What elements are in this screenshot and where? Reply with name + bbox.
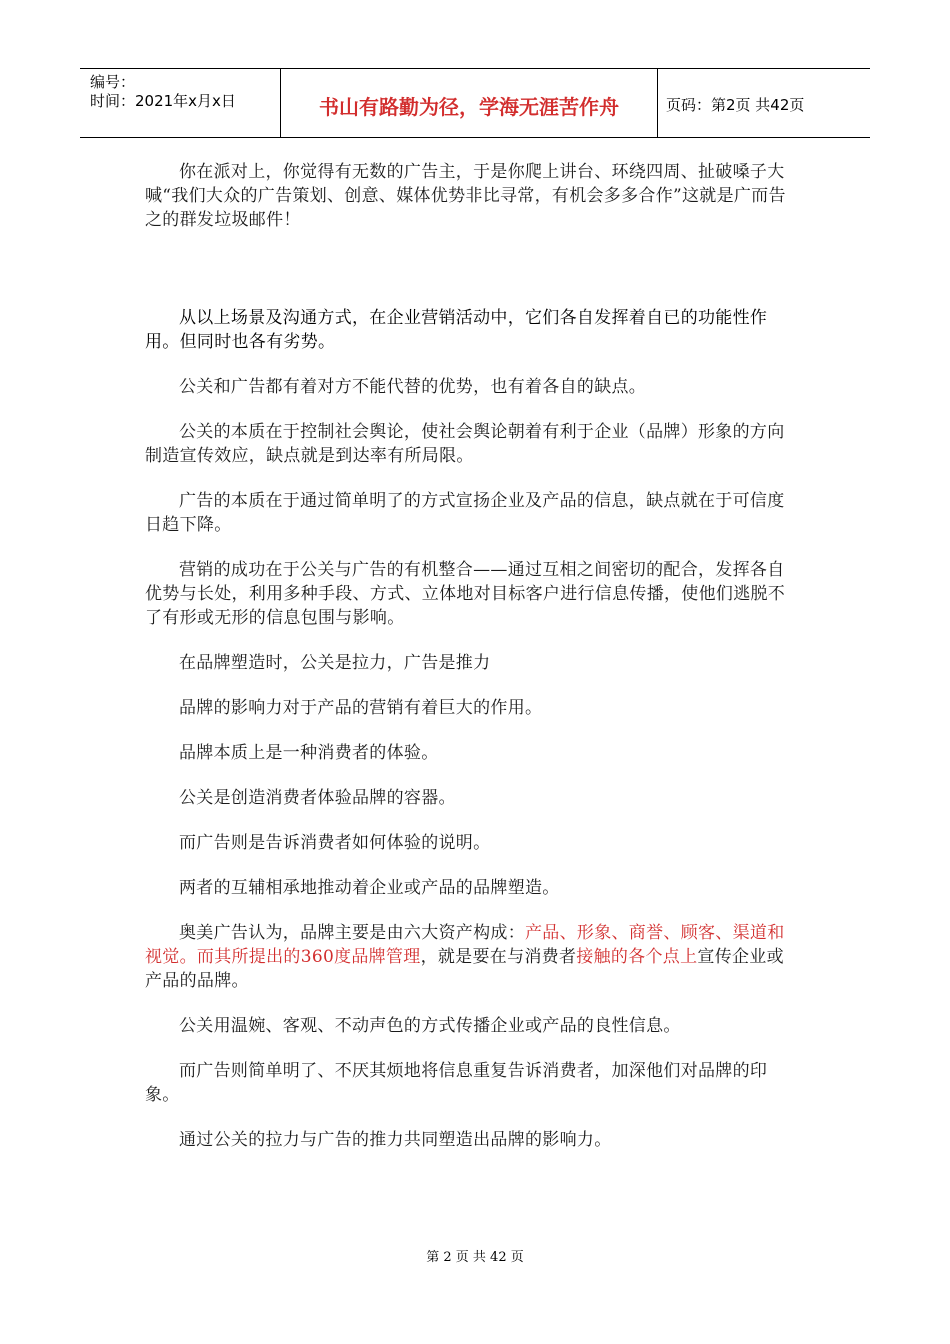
page-code-label: 页码：第2页 共42页 — [666, 96, 805, 114]
paragraph: 广告的本质在于通过简单明了的方式宣扬企业及产品的信息，缺点就在于可信度日趋下降。 — [145, 491, 785, 535]
paragraph: 品牌的影响力对于产品的营销有着巨大的作用。 — [179, 698, 543, 718]
document-body — [145, 160, 795, 1173]
paragraph: 品牌本质上是一种消费者的体验。 — [179, 743, 439, 763]
paragraph: 通过公关的拉力与广告的推力共同塑造出品牌的影响力。 — [179, 1130, 612, 1150]
paragraph: 而广告则简单明了、不厌其烦地将信息重复告诉消费者，加深他们对品牌的印象。 — [145, 1061, 768, 1105]
paragraph: 而广告则是告诉消费者如何体验的说明。 — [179, 833, 491, 853]
doc-time-label: 时间：2021年x月x日 — [90, 92, 236, 110]
paragraph: 从以上场景及沟通方式，在企业营销活动中，它们各自发挥着自已的功能性作用。但同时也各有劣势。 — [145, 308, 768, 352]
paragraph: 公关是创造消费者体验品牌的容器。 — [179, 788, 456, 808]
highlight-six-assets: 产品、形象、商誉、顾客、渠道和视觉 — [145, 923, 785, 967]
motto-text: 书山有路勤为径，学海无涯苦作舟 — [319, 95, 619, 119]
header-page-cell — [658, 69, 870, 137]
text-span: ，就是要在与消费者 — [420, 947, 577, 967]
paragraph: 你在派对上，你觉得有无数的广告主，于是你爬上讲台、环绕四周、扯破嗓子大喊“我们大众的广告策划、创意、媒体优势非比寻常，有机会多多合作”这就是广而告之的群发垃圾邮件！ — [145, 162, 786, 230]
paragraph: 营销的成功在于公关与广告的有机整合——通过互相之间密切的配合，发挥各自优势与长处，利用多种手段、方式、立体地对目标客户进行信息传播，使他们逃脱不了有形或无形的信息包围与影响。 — [145, 560, 786, 628]
paragraph: 在品牌塑造时，公关是拉力，广告是推力 — [179, 653, 491, 673]
paragraph: 公关和广告都有着对方不能代替的优势，也有着各自的缺点。 — [179, 377, 647, 397]
header-meta-cell — [80, 69, 281, 137]
text-span: 。而其所提出的 — [179, 947, 301, 967]
header-motto-cell — [281, 69, 658, 137]
page-header — [80, 68, 870, 138]
text-span: 宣传企业或产品的品牌。 — [145, 947, 784, 991]
highlight-touch-points: 接触的各个点上 — [576, 947, 698, 967]
paragraph: 两者的互辅相承地推动着企业或产品的品牌塑造。 — [179, 878, 560, 898]
highlight-360-management: 360度品牌管理 — [300, 947, 421, 967]
text-span: 奥美广告认为，品牌主要是由六大资产构成： — [179, 923, 525, 943]
page-footer: 第 2 页 共 42 页 — [426, 1250, 524, 1265]
paragraph: 公关的本质在于控制社会舆论，使社会舆论朝着有利于企业（品牌）形象的方向制造宣传效应，缺点就是到达率有所局限。 — [145, 422, 785, 466]
paragraph: 公关用温婉、客观、不动声色的方式传播企业或产品的良性信息。 — [179, 1016, 681, 1036]
doc-id-label: 编号： — [90, 73, 136, 91]
brand-assets-paragraph — [145, 921, 795, 993]
